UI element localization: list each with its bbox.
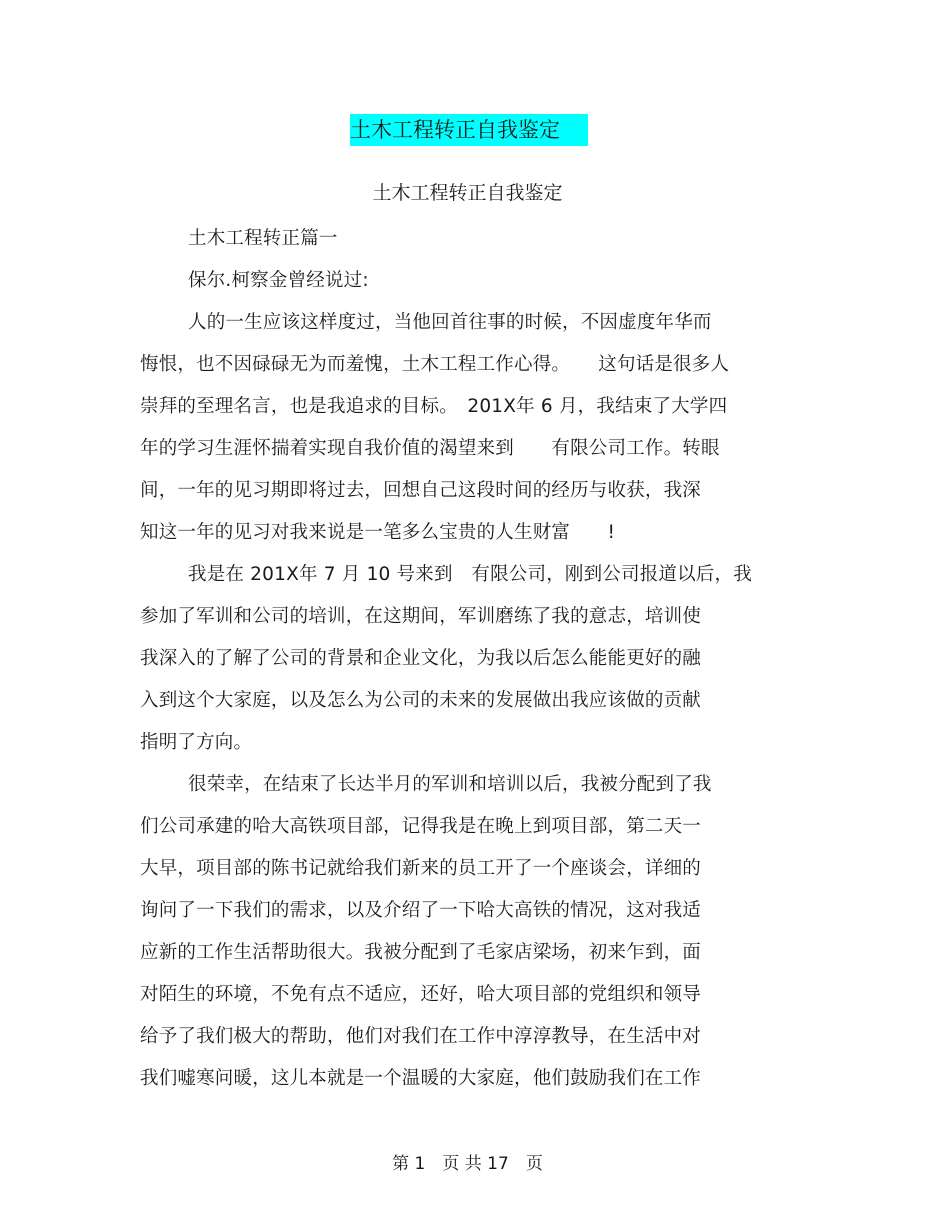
page-footer: 第 1 页 共 17 页: [392, 1154, 543, 1174]
text-line: 间，一年的见习期即将过去，回想自己这段时间的经历与收获，我深: [140, 480, 702, 501]
text-line: 我是在 201X年 7 月 10 号来到 有限公司，刚到公司报道以后，我: [188, 564, 752, 585]
text-line: 指明了方向。: [140, 732, 253, 753]
text-line: 我深入的了解了公司的背景和企业文化，为我以后怎么能能更好的融: [140, 648, 702, 669]
document-title: 土木工程转正自我鉴定: [350, 114, 588, 146]
text-line: 保尔.柯察金曾经说过:: [188, 270, 369, 291]
document-subtitle: 土木工程转正自我鉴定: [372, 182, 563, 204]
text-line: 崇拜的至理名言，也是我追求的目标。 201X年 6 月，我结束了大学四: [140, 396, 728, 417]
text-line: 人的一生应该这样度过，当他回首往事的时候，不因虚度年华而: [188, 312, 712, 333]
text-line: 入到这个大家庭，以及怎么为公司的未来的发展做出我应该做的贡献: [140, 690, 702, 711]
text-line: 大早，项目部的陈书记就给我们新来的员工开了一个座谈会，详细的: [140, 858, 702, 879]
text-line: 我们嘘寒问暖，这儿本就是一个温暖的大家庭，他们鼓励我们在工作: [140, 1068, 702, 1089]
text-line: 年的学习生涯怀揣着实现自我价值的渴望来到 有限公司工作。转眼: [140, 438, 720, 459]
document-body: [140, 218, 820, 1100]
text-line: 很荣幸，在结束了长达半月的军训和培训以后，我被分配到了我: [188, 774, 712, 795]
text-line: 询问了一下我们的需求，以及介绍了一下哈大高铁的情况，这对我适: [140, 900, 702, 921]
text-line: 对陌生的环境，不免有点不适应，还好，哈大项目部的党组织和领导: [140, 984, 702, 1005]
text-line: 们公司承建的哈大高铁项目部，记得我是在晚上到项目部，第二天一: [140, 816, 702, 837]
text-line: 土木工程转正篇一: [188, 228, 338, 249]
text-line: 悔恨，也不因碌碌无为而羞愧，土木工程工作心得。 这句话是很多人: [140, 354, 730, 375]
text-line: 给予了我们极大的帮助，他们对我们在工作中淳淳教导，在生活中对: [140, 1026, 702, 1047]
text-line: 参加了军训和公司的培训，在这期间，军训磨练了我的意志，培训使: [140, 606, 702, 627]
text-line: 应新的工作生活帮助很大。我被分配到了毛家店梁场，初来乍到，面: [140, 942, 702, 963]
text-line: 知这一年的见习对我来说是一笔多么宝贵的人生财富 !: [140, 522, 616, 543]
